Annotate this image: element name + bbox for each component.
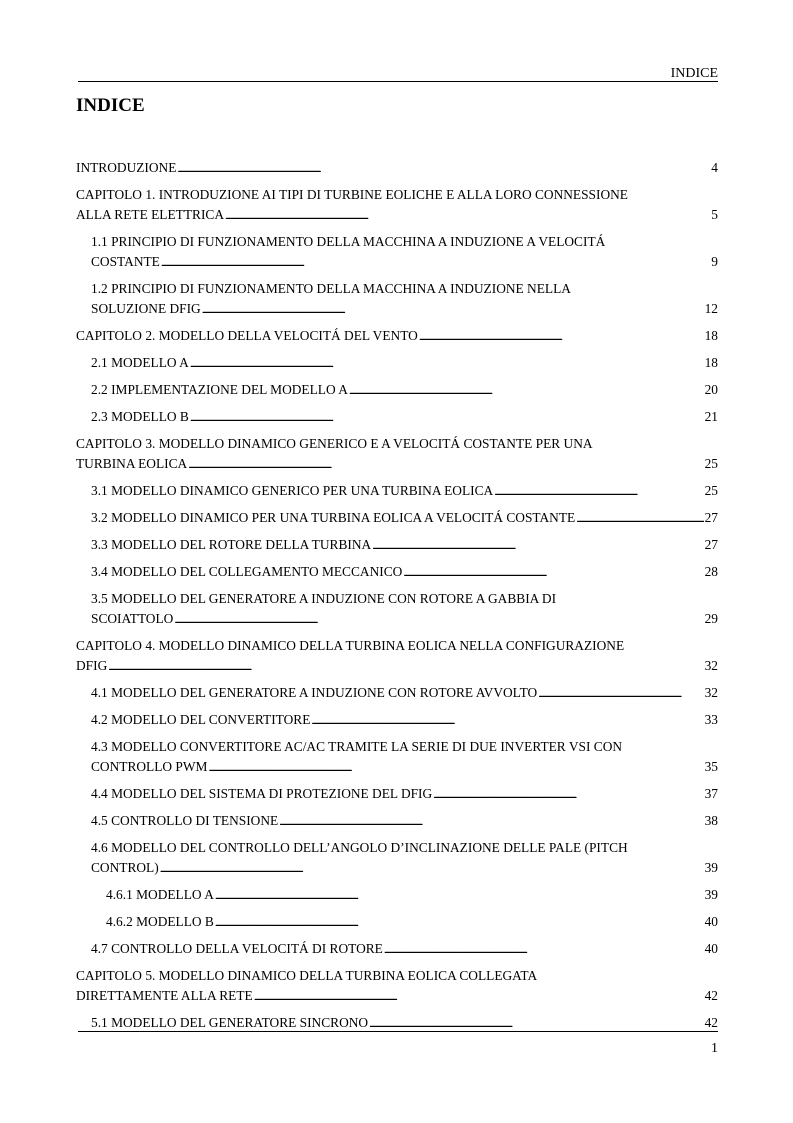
toc-entry[interactable] — [76, 966, 718, 1007]
toc-entry-page: 21 — [704, 409, 718, 424]
toc-entry-title-line: 4.6 MODELLO DEL CONTROLLO DELL’ANGOLO D’INCLINAZIONE DELLE PALE (PITCH — [91, 840, 628, 855]
toc-entry[interactable] — [76, 535, 718, 556]
toc-entry-title: TURBINA EOLICA — [76, 456, 188, 471]
dot-leader — [177, 158, 710, 179]
toc-entry-page: 39 — [704, 887, 718, 902]
toc-entry-page: 5 — [711, 207, 718, 222]
dot-leader — [419, 326, 704, 347]
toc-entry-title-line: 4.3 MODELLO CONVERTITORE AC/AC TRAMITE LA SERIE DI DUE INVERTER VSI CON — [91, 739, 623, 754]
dot-leader — [190, 407, 704, 428]
header-rule — [78, 81, 718, 82]
toc-entry-page: 42 — [704, 988, 718, 1003]
toc-entry-page: 29 — [704, 611, 718, 626]
toc-entry[interactable] — [76, 508, 718, 529]
toc-entry[interactable] — [76, 811, 718, 832]
toc-entry-title: 4.5 CONTROLLO DI TENSIONE — [91, 813, 279, 828]
toc-entry[interactable] — [76, 407, 718, 428]
toc-entry-title-line: CAPITOLO 3. MODELLO DINAMICO GENERICO E A VELOCITÁ COSTANTE PER UNA — [76, 436, 593, 451]
toc-entry-title: 3.2 MODELLO DINAMICO PER UNA TURBINA EOLICA A VELOCITÁ COSTANTE — [91, 510, 576, 525]
toc-entry-title: 2.2 IMPLEMENTAZIONE DEL MODELLO A — [91, 382, 348, 397]
toc-entry[interactable] — [76, 185, 718, 226]
toc-entry-page: 39 — [704, 860, 718, 875]
toc-entry[interactable] — [76, 710, 718, 731]
dot-leader — [433, 784, 703, 805]
toc-entry-page: 37 — [704, 786, 718, 801]
toc-entry-title: 3.4 MODELLO DEL COLLEGAMENTO MECCANICO — [91, 564, 403, 579]
dot-leader — [403, 562, 703, 583]
toc-entry[interactable] — [76, 279, 718, 320]
toc-entry-title-line: CAPITOLO 1. INTRODUZIONE AI TIPI DI TURBINE EOLICHE E ALLA LORO CONNESSIONE — [76, 187, 628, 202]
toc-entry-page: 40 — [704, 914, 718, 929]
dot-leader — [190, 353, 704, 374]
running-header: INDICE — [670, 66, 718, 81]
dot-leader — [174, 609, 703, 630]
toc-title: INDICE — [76, 95, 145, 116]
toc-entry-title: 4.1 MODELLO DEL GENERATORE A INDUZIONE CON ROTORE AVVOLTO — [91, 685, 538, 700]
table-of-contents — [76, 158, 718, 1040]
toc-entry-title-line: 1.2 PRINCIPIO DI FUNZIONAMENTO DELLA MACCHINA A INDUZIONE NELLA — [91, 281, 571, 296]
toc-entry-title: 4.7 CONTROLLO DELLA VELOCITÁ DI ROTORE — [91, 941, 383, 956]
toc-entry[interactable] — [76, 232, 718, 273]
toc-entry-title: SOLUZIONE DFIG — [91, 301, 201, 316]
toc-entry-title: SCOIATTOLO — [91, 611, 174, 626]
dot-leader — [384, 939, 704, 960]
toc-entry-title: 5.1 MODELLO DEL GENERATORE SINCRONO — [91, 1015, 369, 1030]
toc-entry-page: 35 — [704, 759, 718, 774]
dot-leader — [254, 986, 704, 1007]
toc-entry-title: 2.1 MODELLO A — [91, 355, 189, 370]
toc-entry-page: 27 — [704, 537, 718, 552]
toc-entry[interactable] — [76, 481, 718, 502]
page-number: 1 — [711, 1041, 718, 1056]
toc-entry[interactable] — [76, 636, 718, 677]
toc-entry[interactable] — [76, 784, 718, 805]
toc-entry-title: 2.3 MODELLO B — [91, 409, 189, 424]
toc-entry[interactable] — [76, 326, 718, 347]
toc-entry-page: 32 — [704, 685, 718, 700]
toc-entry[interactable] — [76, 380, 718, 401]
toc-entry-page: 20 — [704, 382, 718, 397]
toc-entry-page: 27 — [704, 510, 718, 525]
dot-leader — [215, 912, 704, 933]
dot-leader — [160, 858, 704, 879]
dot-leader — [349, 380, 704, 401]
toc-entry[interactable] — [76, 939, 718, 960]
toc-entry-page: 4 — [711, 160, 718, 175]
toc-entry-page: 25 — [704, 456, 718, 471]
toc-entry-title: 3.3 MODELLO DEL ROTORE DELLA TURBINA — [91, 537, 372, 552]
toc-entry-page: 40 — [704, 941, 718, 956]
toc-entry[interactable] — [76, 838, 718, 879]
toc-entry-page: 42 — [704, 1015, 718, 1030]
toc-entry-title: 4.4 MODELLO DEL SISTEMA DI PROTEZIONE DEL DFIG — [91, 786, 433, 801]
toc-entry-title-line: 3.5 MODELLO DEL GENERATORE A INDUZIONE CON ROTORE A GABBIA DI — [91, 591, 557, 606]
toc-entry-title: DIRETTAMENTE ALLA RETE — [76, 988, 253, 1003]
toc-entry-title: 4.2 MODELLO DEL CONVERTITORE — [91, 712, 311, 727]
dot-leader — [538, 683, 703, 704]
toc-entry-page: 33 — [704, 712, 718, 727]
dot-leader — [372, 535, 703, 556]
toc-entry-page: 12 — [704, 301, 718, 316]
dot-leader — [108, 656, 703, 677]
toc-entry[interactable] — [76, 885, 718, 906]
toc-entry-title: COSTANTE — [91, 254, 160, 269]
dot-leader — [208, 757, 703, 778]
dot-leader — [215, 885, 704, 906]
dot-leader — [161, 252, 710, 273]
dot-leader — [576, 508, 703, 529]
toc-entry[interactable] — [76, 737, 718, 778]
toc-entry-title: 3.1 MODELLO DINAMICO GENERICO PER UNA TURBINA EOLICA — [91, 483, 494, 498]
dot-leader — [188, 454, 703, 475]
toc-entry-page: 28 — [704, 564, 718, 579]
toc-entry-page: 18 — [704, 328, 718, 343]
toc-entry-page: 32 — [704, 658, 718, 673]
toc-entry-title-line: CAPITOLO 4. MODELLO DINAMICO DELLA TURBINA EOLICA NELLA CONFIGURAZIONE — [76, 638, 625, 653]
toc-entry[interactable] — [76, 353, 718, 374]
toc-entry-page: 9 — [711, 254, 718, 269]
toc-entry-title: CAPITOLO 2. MODELLO DELLA VELOCITÁ DEL VENTO — [76, 328, 418, 343]
dot-leader — [311, 710, 703, 731]
toc-entry-title: CONTROL) — [91, 860, 159, 875]
toc-entry-title: 4.6.1 MODELLO A — [106, 887, 214, 902]
toc-entry-title: DFIG — [76, 658, 108, 673]
toc-entry-title: CONTROLLO PWM — [91, 759, 208, 774]
dot-leader — [202, 299, 704, 320]
toc-entry[interactable] — [76, 589, 718, 630]
toc-entry-page: 25 — [704, 483, 718, 498]
toc-entry[interactable] — [76, 912, 718, 933]
toc-entry-title: INTRODUZIONE — [76, 160, 177, 175]
toc-entry[interactable] — [76, 562, 718, 583]
toc-entry-title-line: 1.1 PRINCIPIO DI FUNZIONAMENTO DELLA MACCHINA A INDUZIONE A VELOCITÁ — [91, 234, 606, 249]
toc-entry[interactable] — [76, 683, 718, 704]
toc-entry-page: 18 — [704, 355, 718, 370]
dot-leader — [494, 481, 703, 502]
dot-leader — [279, 811, 703, 832]
toc-entry-title: ALLA RETE ELETTRICA — [76, 207, 225, 222]
toc-entry[interactable] — [76, 158, 718, 179]
toc-entry-page: 38 — [704, 813, 718, 828]
toc-entry-title: 4.6.2 MODELLO B — [106, 914, 214, 929]
footer-rule — [78, 1031, 718, 1032]
toc-entry-title-line: CAPITOLO 5. MODELLO DINAMICO DELLA TURBINA EOLICA COLLEGATA — [76, 968, 538, 983]
dot-leader — [225, 205, 710, 226]
toc-entry[interactable] — [76, 434, 718, 475]
